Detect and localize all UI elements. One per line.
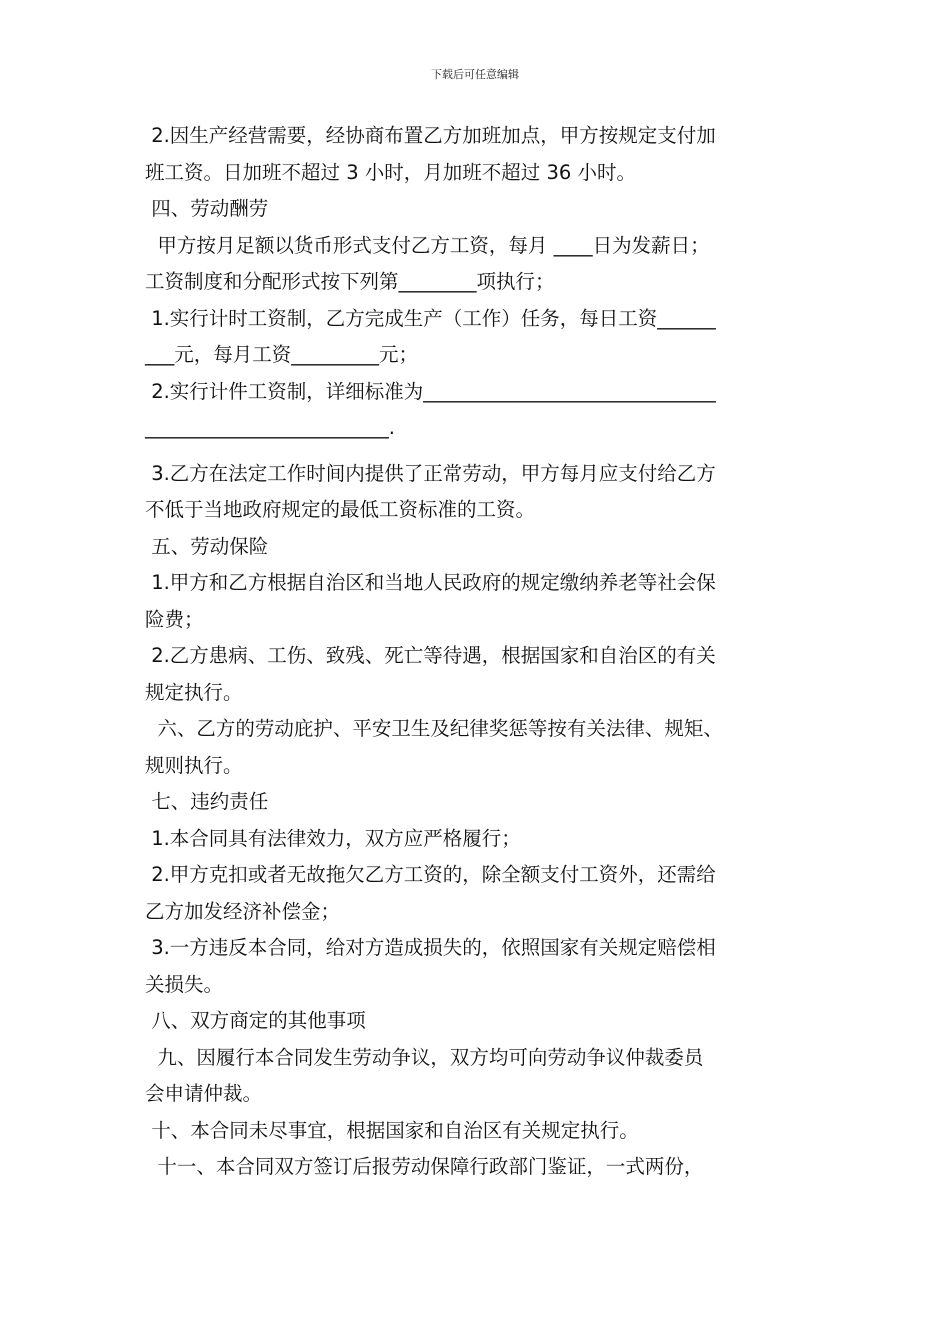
text-line: 班工资。日加班不超过 3 小时，月加班不超过 36 小时。: [145, 160, 637, 184]
text-line: 1.本合同具有法律效力，双方应严格履行；: [145, 826, 521, 850]
text-line: 2.因生产经营需要，经协商布置乙方加班加点，甲方按规定支付加: [145, 124, 716, 147]
section-heading: 七、违约责任: [145, 790, 269, 813]
text-line: 九、因履行本合同发生劳动争议，双方均可向劳动争议仲裁委员: [145, 1045, 704, 1069]
text-line: 3.乙方在法定工作时间内提供了正常劳动，甲方每月应支付给乙方: [145, 461, 716, 485]
text-line: ___元，每月工资_________元；: [145, 343, 419, 366]
section-heading: 八、双方商定的其他事项: [145, 1009, 366, 1032]
text-line: 1.甲方和乙方根据自治区和当地人民政府的规定缴纳养老等社会保: [145, 571, 716, 594]
text-line: 十、本合同未尽事宜，根据国家和自治区有关规定执行。: [145, 1118, 639, 1142]
section-heading: 四、劳动酬劳: [145, 197, 269, 220]
text-line: 六、乙方的劳动庇护、平安卫生及纪律奖惩等按有关法律、规矩、: [145, 717, 723, 740]
page-header: 下载后可任意编辑: [431, 68, 519, 81]
text-line: 关损失。: [145, 972, 224, 996]
text-line: 不低于当地政府规定的最低工资标准的工资。: [145, 498, 536, 521]
text-line: 2.乙方患病、工伤、致残、死亡等待遇，根据国家和自治区的有关: [145, 644, 716, 667]
text-line: _________________________.: [145, 416, 395, 439]
text-line: 2.甲方克扣或者无故拖欠乙方工资的，除全额支付工资外，还需给: [145, 863, 716, 886]
text-line: 3.一方违反本合同，给对方造成损失的，依照国家有关规定赔偿相: [145, 936, 716, 959]
text-line: 会申请仲裁。: [145, 1082, 263, 1105]
text-line: 2.实行计件工资制，详细标准为______________________________: [145, 379, 716, 403]
text-line: 十一、本合同双方签订后报劳动保障行政部门鉴证，一式两份，: [145, 1155, 704, 1178]
text-line: 甲方按月足额以货币形式支付乙方工资，每月 ____日为发薪日；: [145, 233, 710, 257]
text-line: 乙方加发经济补偿金；: [145, 899, 341, 923]
text-line: 规则执行。: [145, 753, 243, 777]
text-line: 险费；: [145, 607, 204, 631]
text-line: 1.实行计时工资制，乙方完成生产（工作）任务，每日工资______: [145, 306, 716, 330]
text-line: 工资制度和分配形式按下列第________项执行；: [145, 270, 555, 293]
text-line: 规定执行。: [145, 680, 243, 704]
paragraph-gap: [145, 447, 810, 456]
contract-body: [145, 118, 810, 1186]
section-heading: 五、劳动保险: [145, 534, 269, 558]
